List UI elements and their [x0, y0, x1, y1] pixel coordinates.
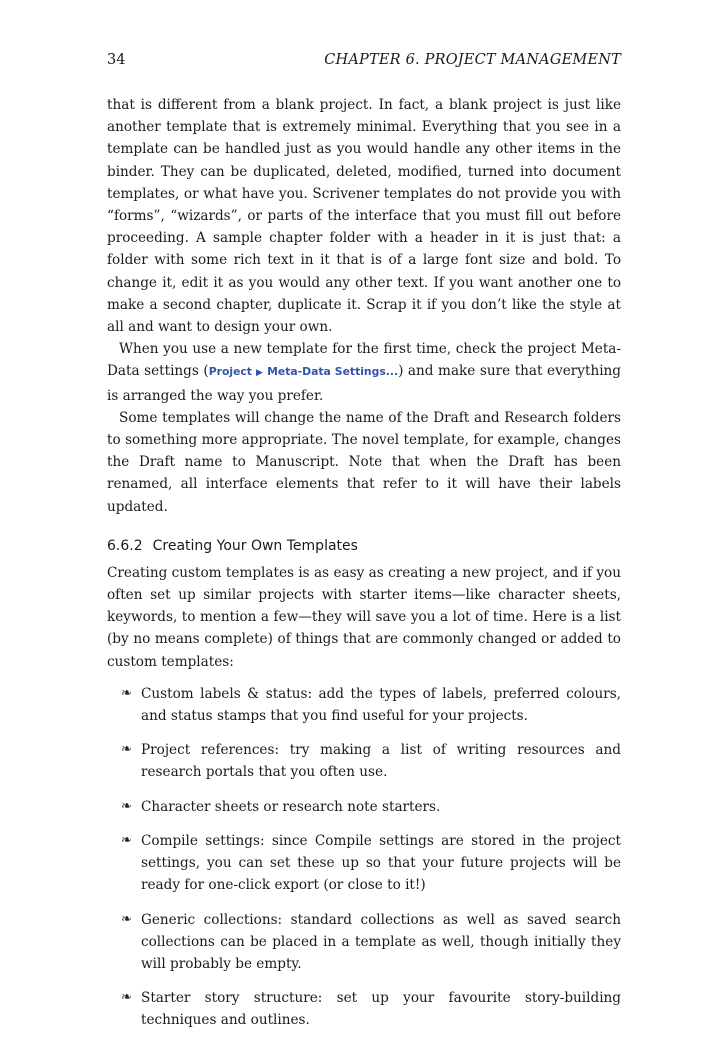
list-item [107, 909, 621, 976]
fleuron-bullet-icon: ❧ [121, 911, 132, 927]
paragraph-2-text-after: ) and make sure that everything is arranged the way you prefer. [107, 363, 622, 404]
fleuron-bullet-icon: ❧ [121, 742, 132, 758]
menu-item-metadata-settings: Meta-Data Settings... [267, 365, 399, 379]
menu-path-link[interactable] [209, 365, 398, 378]
page-body [107, 94, 621, 1044]
running-header [107, 52, 621, 76]
paragraph-2 [107, 338, 621, 407]
list-item [107, 683, 621, 727]
menu-item-project: Project [208, 365, 252, 379]
list-item [107, 830, 621, 897]
page-number: 34 [107, 52, 126, 68]
list-item [107, 987, 621, 1031]
section-intro: Creating custom templates is as easy as creating a new project, and if you often set up similar projects with starter items—like character sheets, keywords, to mention a few—they will save you a lot of time. Here is a list (by no means complete) of things that are commonly changed or added to custom templates: [107, 564, 621, 670]
list-item [107, 796, 621, 818]
fleuron-bullet-icon: ❧ [121, 832, 132, 848]
list-item-text: Starter story structure: set up your favourite story-building techniques and outlines. [141, 990, 621, 1029]
section-heading [107, 535, 621, 557]
section-number: 6.6.2 [107, 537, 143, 554]
template-items-list [107, 683, 621, 1032]
paragraph-3: Some templates will change the name of the Draft and Research folders to something more appropriate. The novel template, for example, changes the Draft name to Manuscript. Note that when the Draft has been renamed, all interface elements that refer to it will have their labels updated. [107, 409, 621, 515]
paragraph-1: that is different from a blank project. In fact, a blank project is just like another template that is extremely minimal. Everything that you see in a template can be handled just as you would handle any other items in the binder. They can be duplicated, deleted, modified, turned into document templates, or what have you. Scrivener templates do not provide you with “forms”, “wizards”, or parts of the interface that you must fill out before proceeding. A sample chapter folder with a header in it is just that: a folder with some rich text in it that is of a large font size and bold. To change it, edit it as you would any other text. If you want another one to make a second chapter, duplicate it. Scrap it if you don’t like the style at all and want to design your own. [107, 97, 621, 336]
fleuron-bullet-icon: ❧ [121, 990, 132, 1006]
menu-arrow-icon: ▶ [255, 368, 264, 379]
chapter-title: CHAPTER 6. PROJECT MANAGEMENT [324, 52, 621, 68]
section-title: Creating Your Own Templates [152, 537, 358, 554]
list-item-text: Project references: try making a list of writing resources and research portals that you often use. [141, 742, 621, 781]
list-item-text: Generic collections: standard collections as well as saved search collections can be placed in a template as well, though initially they will probably be empty. [141, 911, 621, 972]
fleuron-bullet-icon: ❧ [121, 685, 132, 701]
list-item-text: Character sheets or research note starters. [141, 798, 441, 815]
fleuron-bullet-icon: ❧ [121, 798, 132, 814]
list-item-text: Compile settings: since Compile settings are stored in the project settings, you can set these up so that your future projects will be ready for one-click export (or close to it!) [141, 832, 621, 894]
list-item-text: Custom labels & status: add the types of labels, preferred colours, and status stamps that you find useful for your projects. [141, 685, 621, 725]
paragraph-2-text-before: When you use a new template for the first time, check the project Meta-Data settings ( [107, 341, 621, 380]
list-item [107, 739, 621, 783]
